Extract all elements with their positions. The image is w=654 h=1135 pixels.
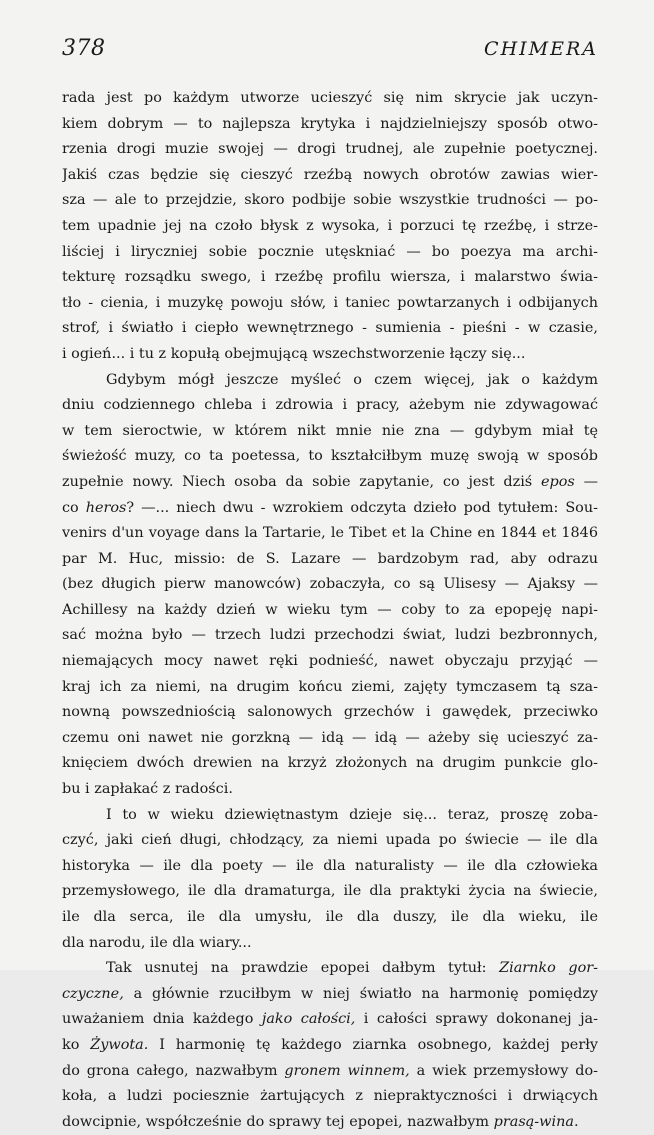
text-line: Tak usnutej na prawdzie epopei dałbym tytuł: Ziarnko gor- [106, 960, 598, 977]
text-line: co heros? —... niech dwu - wzrokiem odczyta dzieło pod tytułem: Sou- [62, 499, 598, 516]
text-line: zupełnie nowy. Niech osoba da sobie zapytanie, co jest dziś epos — [62, 473, 598, 490]
text-line: czyczne, a głównie rzuciłbym w niej światło na harmonię pomiędzy [62, 985, 598, 1002]
text-line: (bez długich pierw manowców) zobaczyła, co są Ulisesy — Ajaksy — [62, 576, 598, 593]
page-header [62, 36, 598, 66]
text-line: kraj ich za niemi, na drugim końcu ziemi, zajęty tymczasem tą sza- [62, 678, 598, 695]
text-line: knięciem dwóch drewien na krzyż złożonych na drugim punkcie glo- [62, 755, 598, 772]
text-line: przemysłowego, ile dla dramaturga, ile dla praktyki życia na świecie, [62, 883, 598, 900]
text-line: sać można było — trzech ludzi przechodzi świat, ludzi bezbronnych, [62, 627, 598, 644]
text-line: sza — ale to przejdzie, skoro podbije sobie wszystkie trudności — po- [62, 192, 598, 209]
text-line: dla narodu, ile dla wiary... [62, 934, 252, 951]
text-line: Achillesy na każdy dzień w wieku tym — coby to za epopeję napi- [62, 601, 598, 618]
running-head: CHIMERA [484, 38, 598, 60]
text-line: I to w wieku dziewiętnastym dzieje się... teraz, proszę zoba- [106, 806, 598, 823]
text-line: tło - cienia, i muzykę powoju słów, i taniec powtarzanych i odbijanych [62, 294, 598, 311]
text-line: ko Żywota. I harmonię tę każdego ziarnka osobnego, każdej perły [62, 1036, 598, 1053]
text-line: czyć, jaki cień długi, chłodzący, za niemi upada po świecie — ile dla [62, 832, 598, 849]
text-line: liściej i liryczniej sobie pocznie utęskniać — bo poezya ma archi- [62, 243, 598, 260]
text-line: strof, i światło i ciepło wewnętrznego - sumienia - pieśni - w czasie, [62, 320, 598, 337]
page-number: 378 [62, 36, 106, 61]
text-line: i ogień... i tu z kopułą obejmującą wszechstworzenie łączy się... [62, 345, 526, 362]
text-line: czemu oni nawet nie gorzkną — idą — idą — ażeby się ucieszyć za- [62, 729, 598, 746]
text-line: kiem dobrym — to najlepsza krytyka i najdzielniejszy sposób otwo- [62, 115, 598, 132]
text-line: rzenia drogi muzie swojej — drogi trudnej, ale zupełnie poetycznej. [62, 141, 598, 158]
text-line: do grona całego, nazwałbym gronem winnem, a wiek przemysłowy do- [62, 1062, 598, 1079]
text-line: tem upadnie jej na czoło błysk z wysoka, i porzuci tę rzeźbę, i strze- [62, 217, 598, 234]
text-line: dowcipnie, współcześnie do sprawy tej epopei, nazwałbym prasą-wina. [62, 1113, 579, 1130]
text-line: nowną powszedniością salonowych grzechów i gawędek, przeciwko [62, 704, 598, 721]
text-line: uważaniem dnia każdego jako całości, i całości sprawy dokonanej ja- [62, 1011, 598, 1028]
text-line: venirs d'un voyage dans la Tartarie, le Tibet et la Chine en 1844 et 1846 [62, 525, 598, 542]
text-line: koła, a ludzi pociesznie żartujących z niepraktyczności i drwiących [62, 1088, 598, 1105]
text-line: Gdybym mógł jeszcze myśleć o czem więcej, jak o każdym [106, 371, 598, 388]
text-line: w tem sieroctwie, w którem nikt mnie nie zna — gdybym miał tę [62, 422, 598, 439]
text-line: dniu codziennego chleba i zdrowia i pracy, ażebym nie zdywagować [62, 397, 598, 414]
text-line: tekturę rozsądku swego, i rzeźbę profilu wiersza, i malarstwo świa- [62, 269, 598, 286]
text-line: świeżość muzy, co ta poetessa, to kształciłbym muzę swoją w sposób [62, 448, 598, 465]
text-line: bu i zapłakać z radości. [62, 781, 233, 798]
text-line: ile dla serca, ile dla umysłu, ile dla duszy, ile dla wieku, ile [62, 909, 598, 925]
text-line: niemających mocy nawet ręki podnieść, nawet obyczaju przyjąć — [62, 653, 598, 670]
text-line: Jakiś czas będzie się cieszyć rzeźbą nowych obrotów zawias wier- [62, 166, 598, 183]
text-line: par M. Huc, missio: de S. Lazare — bardzobym rad, aby odrazu [62, 550, 598, 567]
text-line: rada jest po każdym utworze ucieszyć się nim skrycie jak uczyn- [62, 90, 598, 106]
body-text [62, 86, 598, 1135]
text-line: historyka — ile dla poety — ile dla naturalisty — ile dla człowieka [62, 857, 598, 874]
